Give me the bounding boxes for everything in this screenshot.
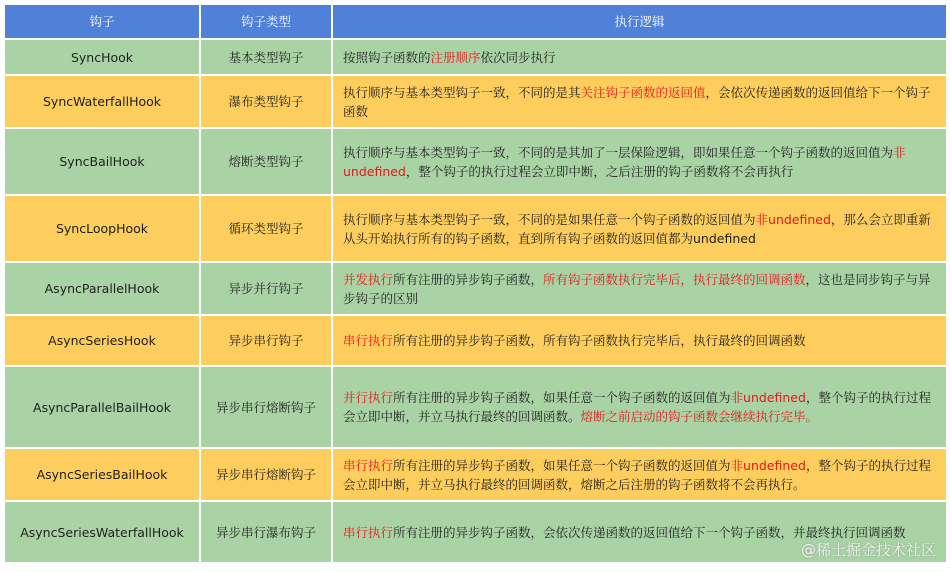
- highlight-text: 所有钩子函数执行完毕后，执行最终的回调函数: [543, 271, 806, 287]
- hook-type-cell: 异步并行钩子: [200, 262, 332, 315]
- highlight-text: 串行执行: [343, 333, 394, 348]
- logic-cell: [332, 366, 947, 448]
- table-row: [4, 39, 947, 75]
- hook-type-cell: 瀑布类型钩子: [200, 75, 332, 128]
- logic-text: 所有注册的异步钩子函数，如果任意一个钩子函数的返回值为: [393, 390, 731, 405]
- logic-text: 所有注册的异步钩子函数，所有钩子函数执行完毕后，执行最终的回调函数: [393, 333, 806, 348]
- hook-name-cell: AsyncSeriesHook: [4, 315, 200, 366]
- highlight-text: 非undefined: [343, 144, 906, 179]
- hook-type-cell: 异步串行熔断钩子: [200, 366, 332, 448]
- highlight-text: 熔断之前启动的钩子函数会继续执行完毕。: [580, 409, 819, 424]
- hook-name-cell: SyncHook: [4, 39, 200, 75]
- logic-text: 按照钩子函数的: [343, 49, 431, 65]
- logic-text: 所有注册的异步钩子函数，如果任意一个钩子函数的返回值为: [393, 457, 731, 473]
- logic-text: ，整个钩子的执行过程会立即中断，之后注册的钩子函数将不会再执行: [405, 163, 794, 179]
- hook-type-cell: 基本类型钩子: [200, 39, 332, 75]
- hook-type-cell: 循环类型钩子: [200, 195, 332, 262]
- table-row: [4, 315, 947, 366]
- hook-name-cell: SyncBailHook: [4, 128, 200, 195]
- highlight-text: 并发执行: [343, 271, 394, 287]
- hook-name-cell: AsyncParallelHook: [4, 262, 200, 315]
- hook-name-cell: AsyncSeriesWaterfallHook: [4, 501, 200, 563]
- header-hook-type: 钩子类型: [200, 4, 332, 39]
- logic-text: 执行顺序与基本类型钩子一致，不同的是如果任意一个钩子函数的返回值为: [343, 211, 756, 227]
- hook-type-cell: 异步串行钩子: [200, 315, 332, 366]
- logic-text: 所有注册的异步钩子函数，: [393, 271, 544, 287]
- hooks-table: [3, 3, 948, 564]
- logic-text: 执行顺序与基本类型钩子一致，不同的是其加了一层保险逻辑，即如果任意一个钩子函数的返回值为: [343, 144, 894, 160]
- logic-text: ，整个钩子的执行过程会立即中断，并立马执行最终的回调函数。: [343, 390, 931, 424]
- hook-type-cell: 熔断类型钩子: [200, 128, 332, 195]
- logic-cell: [332, 39, 947, 75]
- highlight-text: 并行执行: [343, 390, 394, 405]
- hook-name-cell: SyncLoopHook: [4, 195, 200, 262]
- header-logic: 执行逻辑: [332, 4, 947, 39]
- logic-text: ，那么会立即重新从头开始执行所有的钩子函数，直到所有钩子函数的返回值都为undefined: [343, 211, 931, 246]
- highlight-text: 串行执行: [343, 457, 394, 473]
- table-row: [4, 448, 947, 501]
- highlight-text: 非undefined: [730, 457, 806, 473]
- logic-text: ，这也是同步钩子与异步钩子的区别: [343, 271, 931, 306]
- table-row: [4, 128, 947, 195]
- logic-cell: [332, 315, 947, 366]
- logic-cell: [332, 262, 947, 315]
- highlight-text: 非undefined: [755, 211, 831, 227]
- logic-cell: [332, 128, 947, 195]
- highlight-text: 非undefined: [730, 390, 806, 405]
- logic-text: 依次同步执行: [480, 49, 556, 65]
- logic-text: ，会依次传递函数的返回值给下一个钩子函数: [343, 84, 931, 119]
- logic-text: 执行顺序与基本类型钩子一致，不同的是其: [343, 84, 581, 100]
- header-hook: 钩子: [4, 4, 200, 39]
- table-body: [4, 39, 947, 563]
- hook-type-cell: 异步串行熔断钩子: [200, 448, 332, 501]
- highlight-text: 关注钩子函数的返回值: [580, 84, 706, 100]
- table-row: [4, 262, 947, 315]
- table-header-row: [4, 4, 947, 39]
- hook-type-cell: 异步串行瀑布钩子: [200, 501, 332, 563]
- highlight-text: 串行执行: [343, 524, 394, 540]
- table-row: [4, 75, 947, 128]
- logic-cell: [332, 448, 947, 501]
- logic-text: 所有注册的异步钩子函数，会依次传递函数的返回值给下一个钩子函数，并最终执行回调函数: [393, 524, 906, 540]
- hook-name-cell: AsyncSeriesBailHook: [4, 448, 200, 501]
- hook-name-cell: SyncWaterfallHook: [4, 75, 200, 128]
- logic-cell: [332, 75, 947, 128]
- logic-text: ，整个钩子的执行过程会立即中断，并立马执行最终的回调函数，熔断之后注册的钩子函数将不会再执行。: [343, 457, 931, 492]
- hook-name-cell: AsyncParallelBailHook: [4, 366, 200, 448]
- watermark: @稀土掘金技术社区: [800, 541, 936, 559]
- logic-cell: [332, 195, 947, 262]
- table-row: [4, 195, 947, 262]
- table-row: [4, 366, 947, 448]
- highlight-text: 注册顺序: [430, 49, 481, 65]
